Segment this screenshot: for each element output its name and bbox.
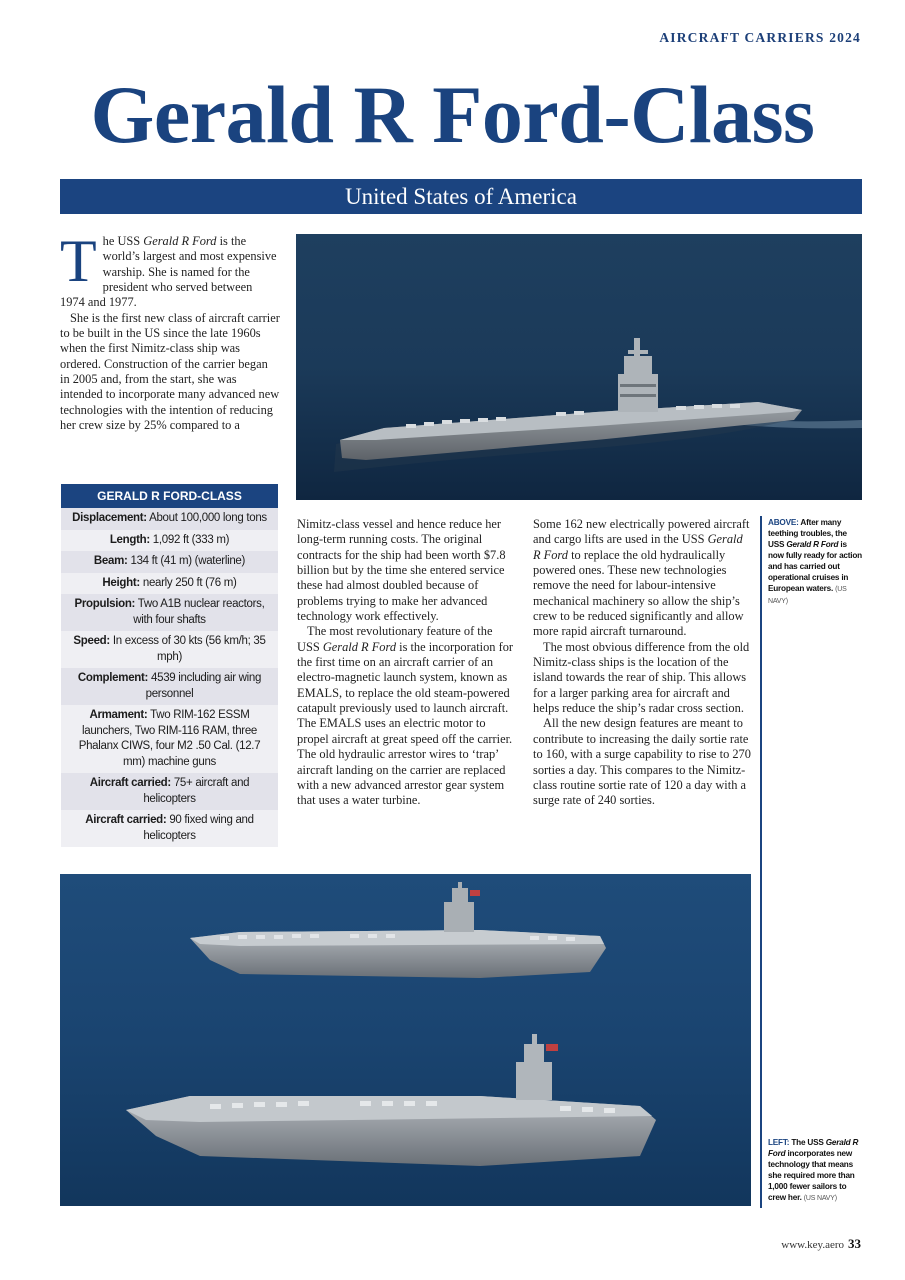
carrier-at-sea-image [296,234,862,500]
article-column-2 [297,517,515,809]
spec-row [61,573,278,595]
footer-url: www.key.aero [781,1239,844,1251]
spec-label: Aircraft carried: [85,814,167,826]
intro-paragraph-2: She is the first new class of aircraft carrier to be built in the US since the late 1960s when the first Nimitz-class ship was ordered. Construction of the carrier began in 2005 and, from the start, she was intended to incorporate many advanced new technologies with the intention of reducing her crew size by 25% compared to a [60,310,280,433]
spec-row [61,631,278,668]
ship-name: Gerald R Ford [768,1138,859,1158]
spec-label: Length: [109,533,150,546]
intro-text-run: he USS [102,234,144,248]
ship-name: Gerald R Ford [533,532,743,562]
ship-name: Gerald R Ford [143,234,217,248]
photo-credit: (US NAVY) [768,586,847,605]
spec-value: 75+ aircraft and helicopters [143,777,250,805]
spec-row [61,668,278,705]
column-3-paragraph-3: All the new design features are meant to contribute to increasing the daily sortie rate to 160, with a surge capability to rise to 270 sorties a day. This compares to the Nimitz-class routine sortie rate of 120 a day with a surge rate of 240 sorties. [533,716,751,808]
spec-row [61,551,278,573]
caption-text: is now fully ready for action and has carried out operational cruises in European waters. [768,540,862,593]
page-title: Gerald R Ford-Class [90,69,815,160]
photo-credit: (US NAVY) [803,1195,837,1202]
spec-label: Beam: [93,555,128,567]
spec-row [61,773,278,810]
specs-title: GERALD R FORD-CLASS [61,484,278,508]
spec-label: Speed: [73,635,110,647]
caption-lead: LEFT: [768,1138,790,1147]
article-column-3 [533,517,753,809]
section-label: AIRCRAFT CARRIERS 2024 [659,30,861,45]
caption-text: incorporates new technology that means she required more than 1,000 fewer sailors to crew her. [768,1149,855,1202]
page-footer [781,1236,861,1252]
spec-label: Displacement: [72,512,147,524]
spec-value: About 100,000 long tons [149,512,267,524]
spec-value: 90 fixed wing and helicopters [143,814,254,842]
spec-value: 1,092 ft (333 m) [152,533,230,546]
spec-row [61,594,278,631]
column-3-paragraph-1 [533,517,753,640]
spec-label: Aircraft carried: [89,777,171,789]
column-2-paragraph-2 [297,624,515,808]
spec-row [61,705,278,773]
spec-value: 4539 including air wing personnel [145,672,262,700]
spec-row [61,508,278,530]
spec-label: Propulsion: [74,598,136,610]
caption-text: The USS [789,1138,826,1147]
carrier-photo-top [296,234,862,500]
carrier-photo-bottom [60,874,751,1206]
intro-text [60,228,280,433]
spec-value: In excess of 30 kts (56 km/h; 35 mph) [112,635,266,663]
column-2-text-run: is the incorporation for the first time on an aircraft carrier of an electro-magnetic launch system, known as EMALS, to replace the old steam-powered catapult previously used to launch aircraft. The EMALS uses an electric motor to propel aircraft at great speed off the carrier. The old hydraulic arrestor wires to ‘trap’ aircraft landing on the carrier are replaced with a new advanced arrestor gear system that uses a water turbine. [297,639,514,808]
caption-left [768,1137,864,1204]
spec-value: nearly 250 ft (76 m) [142,576,237,589]
spec-value: 134 ft (41 m) (waterline) [130,555,246,567]
spec-label: Complement: [77,672,149,684]
ship-name: Gerald R Ford [786,540,839,549]
spec-row [61,810,278,847]
column-3-text-run: to replace the old hydraulically powered ones. These new technologies remove the need for labour-intensive mechanical machinery so allow the ship’s crew to be reduced significantly and allow more rapid aircraft turnaround. [533,547,744,639]
drop-cap: T [60,228,97,294]
caption-above [768,517,864,607]
column-2-text-run: The most revolutionary feature of the USS [297,624,493,654]
spec-value: Two A1B nuclear reactors, with four shafts [133,598,265,626]
spec-label: Height: [102,576,140,589]
caption-divider [760,516,762,1208]
spec-row [61,530,278,552]
column-3-text-run: Some 162 new electrically powered aircraft and cargo lifts are used in the USS [533,517,750,547]
column-2-paragraph-1: Nimitz-class vessel and hence reduce her long-term running costs. The original contracts for the ship had been worth $7.8 billion but by the time she entered service these had almost doubled because of problems trying to make her advanced technology work effectively. [297,517,506,624]
caption-text: After many teething troubles, the USS [768,518,847,549]
two-carriers-image [60,874,751,1206]
country-banner: United States of America [60,179,862,214]
page-number: 33 [848,1236,861,1251]
intro-text-run: is the world’s largest and most expensive warship. She is named for the president who served between 1974 and 1977. [60,234,277,310]
specs-table [61,484,278,847]
ship-name: Gerald R Ford [322,639,397,654]
spec-value: Two RIM-162 ESSM launchers, Two RIM-116 RAM, three Phalanx CIWS, four M2 .50 Cal. (12.7 mm) machine guns [78,709,261,768]
specs-rows [61,508,278,847]
spec-label: Armament: [89,709,148,721]
column-3-paragraph-2: The most obvious difference from the old Nimitz-class ships is the location of the island towards the rear of ship. This allows for a larger parking area for aircraft and helps reduce the ship’s radar cross section. [533,639,750,716]
caption-lead: ABOVE: [768,518,799,527]
intro-paragraph-1 [60,228,280,311]
